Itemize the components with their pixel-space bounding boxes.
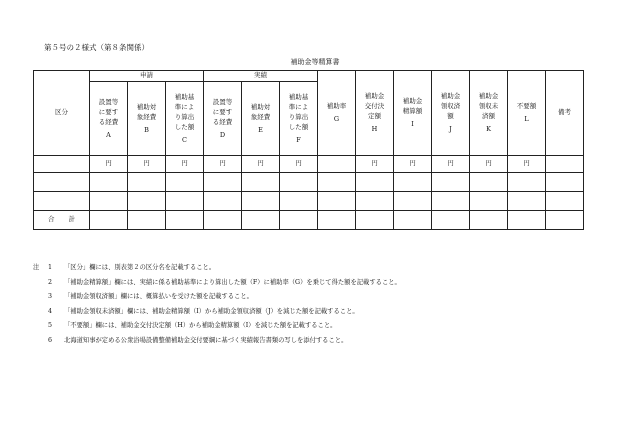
col-c-line: した額 [174, 122, 195, 131]
col-k-letter: K [486, 125, 491, 134]
col-d-header [204, 82, 242, 156]
unit-cell[interactable]: 円 [280, 156, 318, 173]
note-text: 「補助金領収未済額」欄には、補助金精算額（I）から補助金領収済額（J）を減じた額を記載すること。 [64, 307, 359, 315]
header-group-row [34, 71, 584, 82]
table-cell[interactable] [128, 211, 166, 230]
col-c-line: り算出 [174, 112, 195, 121]
table-cell[interactable] [90, 173, 128, 192]
col-k-header [470, 71, 508, 156]
note-text: 「区分」欄には、別表第２の区分名を記載すること。 [64, 264, 216, 271]
note-number: 2 [48, 278, 53, 286]
col-i-letter: I [411, 120, 414, 129]
table-cell[interactable] [128, 173, 166, 192]
note-text: 「補助金領収済額」欄には、概算払いを受けた額を記載すること。 [64, 293, 253, 300]
table-cell[interactable] [508, 192, 546, 211]
table-cell[interactable] [470, 173, 508, 192]
group-actual-header: 実績 [204, 71, 318, 82]
col-g-label: 補助率 [326, 102, 347, 111]
note-text: 「不要額」欄には、補助金交付決定額（H）から補助金精算額（I）を減じた額を記載すること。 [64, 322, 337, 329]
table-cell[interactable] [508, 173, 546, 192]
col-j-letter: J [449, 125, 452, 134]
col-f-letter: F [296, 135, 301, 144]
table-cell[interactable] [432, 173, 470, 192]
table-cell[interactable] [34, 192, 90, 211]
table-cell[interactable] [546, 192, 584, 211]
table-cell[interactable] [204, 211, 242, 230]
rate-cell[interactable] [318, 156, 356, 173]
table-cell[interactable] [166, 192, 204, 211]
col-h-line: 定額 [368, 112, 381, 121]
col-h-line: 交付決 [364, 102, 385, 111]
unit-cell[interactable]: 円 [432, 156, 470, 173]
table-cell[interactable] [432, 211, 470, 230]
col-d-line: に要す [212, 107, 233, 116]
table-cell[interactable] [280, 173, 318, 192]
table-cell[interactable] [394, 211, 432, 230]
col-j-line: 領収済 [440, 102, 461, 111]
table-cell[interactable] [204, 192, 242, 211]
col-a-line: 設置等 [98, 97, 119, 106]
col-h-line: 補助金 [364, 92, 385, 101]
col-b-line: 象経費 [136, 112, 157, 121]
col-d-letter: D [219, 130, 226, 139]
col-l-line: 不要額 [516, 102, 537, 111]
col-l-letter: L [524, 115, 529, 124]
col-e-header [242, 82, 280, 156]
table-cell[interactable] [546, 211, 584, 230]
document-title: 補助金等精算書 [290, 58, 340, 66]
col-d-line: る経費 [212, 117, 233, 126]
note-number: 1 [48, 264, 53, 271]
unit-cell[interactable]: 円 [508, 156, 546, 173]
note-item [33, 334, 401, 349]
col-k-line: 済額 [482, 112, 495, 121]
note-number: 6 [48, 336, 53, 344]
unit-row [34, 156, 584, 173]
col-j-line: 額 [447, 112, 454, 121]
table-cell[interactable] [242, 192, 280, 211]
col-c-line: 補助基 [174, 92, 195, 101]
col-b-letter: B [144, 125, 149, 134]
col-j-line: 補助金 [440, 92, 461, 101]
table-cell[interactable] [166, 173, 204, 192]
unit-cell[interactable]: 円 [356, 156, 394, 173]
note-number: 4 [48, 307, 53, 315]
note-number: 3 [48, 293, 53, 300]
col-h-letter: H [371, 125, 378, 134]
note-text: 「補助金精算額」欄には、実績に係る補助基準により算出した額（F）に補助率（G）を乗じて得た額を記載すること。 [64, 278, 401, 286]
col-a-header [90, 82, 128, 156]
col-c-letter: C [182, 135, 187, 144]
table-cell[interactable] [280, 192, 318, 211]
col-g-letter: G [333, 115, 340, 124]
col-b-line: 補助対 [136, 102, 157, 111]
col-f-line: 補助基 [288, 92, 309, 101]
col-k-line: 補助金 [478, 92, 499, 101]
unit-cell[interactable]: 円 [166, 156, 204, 173]
col-f-line: 準によ [288, 102, 309, 111]
col-a-letter: A [106, 130, 111, 139]
total-row [34, 211, 584, 230]
col-e-letter: E [258, 125, 263, 134]
col-f-line: り算出 [288, 112, 309, 121]
group-application-header: 申請 [90, 71, 204, 82]
table-cell[interactable] [470, 211, 508, 230]
unit-cell[interactable]: 円 [128, 156, 166, 173]
table-cell[interactable] [318, 173, 356, 192]
note-item [33, 290, 401, 305]
table-cell[interactable] [34, 173, 90, 192]
note-text: 北海道知事が定める公衆浴場設備整備補助金交付要綱に基づく実績報告書類の写しを添付すること。 [64, 336, 348, 344]
col-b-header [128, 82, 166, 156]
notes-section [33, 261, 401, 348]
note-number: 5 [48, 322, 53, 329]
note-item [33, 261, 401, 276]
table-cell[interactable] [546, 173, 584, 192]
col-j-header [432, 71, 470, 156]
col-h-header [356, 71, 394, 156]
table-cell[interactable] [242, 211, 280, 230]
settlement-table [33, 70, 584, 230]
table-cell[interactable] [318, 192, 356, 211]
form-label: 第５号の２様式（第８条関係） [44, 43, 149, 52]
table-cell[interactable] [90, 211, 128, 230]
unit-cell[interactable]: 円 [394, 156, 432, 173]
col-g-header [318, 71, 356, 156]
note-item [33, 305, 401, 320]
table-cell[interactable] [470, 192, 508, 211]
note-item [33, 276, 401, 291]
col-i-line: 精算額 [402, 107, 423, 116]
total-label-a: 合 [48, 215, 55, 224]
col-a-line: に要す [98, 107, 119, 116]
table-cell[interactable] [356, 211, 394, 230]
col-i-line: 補助金 [402, 97, 423, 106]
total-label-b: 計 [68, 215, 75, 224]
col-i-header [394, 71, 432, 156]
unit-cell[interactable]: 円 [90, 156, 128, 173]
table-cell[interactable] [204, 173, 242, 192]
col-c-line: 準によ [174, 102, 195, 111]
col-category-header: 区分 [34, 71, 90, 156]
table-cell[interactable] [356, 173, 394, 192]
unit-cell[interactable]: 円 [204, 156, 242, 173]
blank-row [34, 192, 584, 211]
table-cell[interactable] [356, 192, 394, 211]
table-cell[interactable] [394, 173, 432, 192]
table-cell[interactable] [318, 211, 356, 230]
col-remarks-header: 備考 [546, 71, 584, 156]
table-cell[interactable] [128, 192, 166, 211]
table-cell[interactable] [242, 173, 280, 192]
col-c-header [166, 82, 204, 156]
notes-prefix: 注 [33, 264, 40, 271]
table-cell[interactable] [394, 192, 432, 211]
table-cell[interactable] [508, 211, 546, 230]
col-k-line: 領収未 [478, 102, 499, 111]
col-d-line: 設置等 [212, 97, 233, 106]
table-cell[interactable] [90, 192, 128, 211]
total-label [34, 211, 90, 230]
note-item [33, 319, 401, 334]
col-e-line: 象経費 [250, 112, 271, 121]
col-a-line: る経費 [98, 117, 119, 126]
blank-row [34, 173, 584, 192]
table-cell[interactable] [166, 211, 204, 230]
category-cell[interactable] [34, 156, 90, 173]
unit-cell[interactable]: 円 [470, 156, 508, 173]
col-f-header [280, 82, 318, 156]
remarks-cell[interactable] [546, 156, 584, 173]
col-e-line: 補助対 [250, 102, 271, 111]
table-cell[interactable] [432, 192, 470, 211]
col-f-line: した額 [288, 122, 309, 131]
table-cell[interactable] [280, 211, 318, 230]
unit-cell[interactable]: 円 [242, 156, 280, 173]
col-l-header [508, 71, 546, 156]
